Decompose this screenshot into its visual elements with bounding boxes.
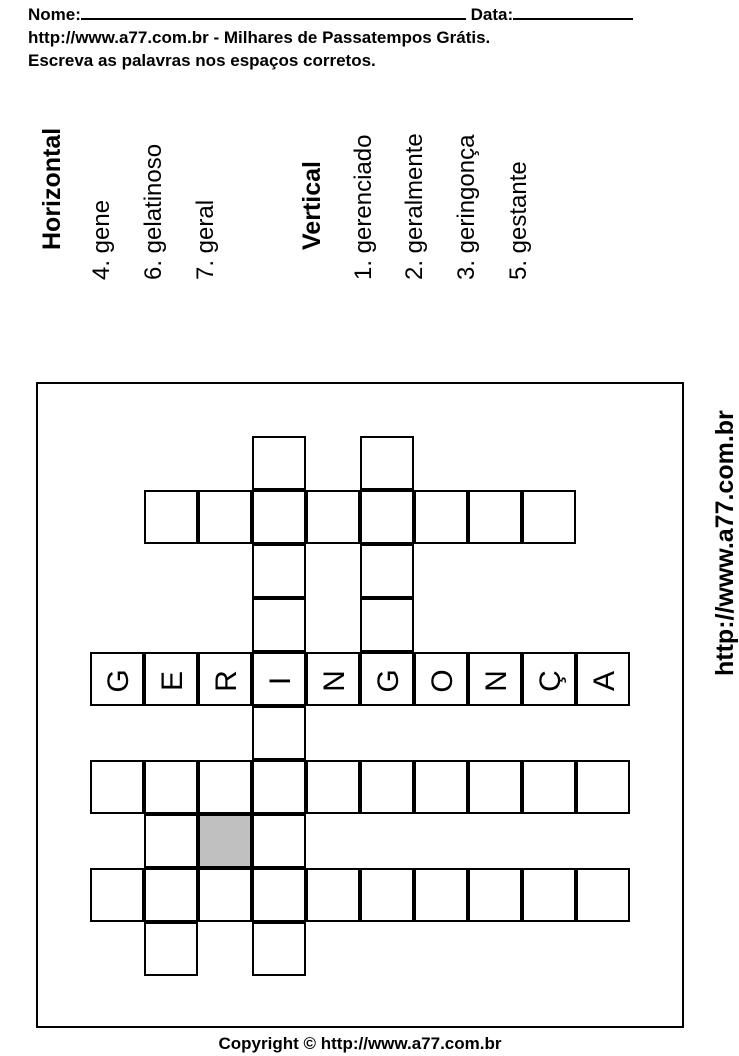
date-label: Data: (470, 5, 514, 24)
vertical-clue: 2. geralmente (401, 133, 428, 280)
crossword-cell[interactable] (306, 652, 360, 706)
crossword-cell[interactable] (522, 490, 576, 544)
crossword-cell[interactable] (144, 814, 198, 868)
crossword-cell[interactable] (360, 868, 414, 922)
crossword-cell[interactable] (360, 490, 414, 544)
crossword-cell[interactable] (252, 868, 306, 922)
vertical-clue: 1. gerenciado (350, 134, 377, 280)
cell-letter: G (102, 669, 135, 693)
horizontal-clue: 4. gene (88, 199, 115, 280)
crossword-cell[interactable] (360, 436, 414, 490)
crossword-cell[interactable] (144, 760, 198, 814)
crossword-cell[interactable] (144, 922, 198, 976)
crossword-cell[interactable] (576, 652, 630, 706)
crossword-cell[interactable] (360, 598, 414, 652)
crossword-cell[interactable] (90, 652, 144, 706)
horizontal-clue: 7. geral (192, 199, 219, 280)
crossword-cell[interactable] (522, 652, 576, 706)
crossword-cell[interactable] (252, 652, 306, 706)
crossword-cell[interactable] (144, 868, 198, 922)
crossword-cell[interactable] (198, 868, 252, 922)
crossword-cell[interactable] (306, 868, 360, 922)
crossword-cell[interactable] (468, 490, 522, 544)
vertical-title: Vertical (298, 161, 326, 250)
crossword-cell[interactable] (252, 922, 306, 976)
crossword-cell[interactable] (198, 760, 252, 814)
crossword-cell[interactable] (360, 652, 414, 706)
crossword-cell[interactable] (468, 868, 522, 922)
crossword-cell[interactable] (252, 544, 306, 598)
cell-letter: E (156, 670, 189, 692)
crossword-cell[interactable] (414, 868, 468, 922)
crossword-cell[interactable] (576, 760, 630, 814)
crossword-cell[interactable] (414, 652, 468, 706)
horizontal-title: Horizontal (38, 127, 66, 250)
crossword-cell[interactable] (252, 490, 306, 544)
crossword-cell[interactable] (252, 598, 306, 652)
copyright-footer: Copyright © http://www.a77.com.br (218, 1034, 502, 1053)
crossword-cell[interactable] (306, 490, 360, 544)
crossword-cell[interactable] (414, 490, 468, 544)
shaded-cell (198, 814, 252, 868)
vertical-clue: 3. geringonça (453, 134, 480, 280)
vertical-clue: 5. gestante (505, 161, 532, 280)
crossword-cell[interactable] (198, 652, 252, 706)
crossword-cell[interactable] (360, 544, 414, 598)
crossword-cell[interactable] (468, 652, 522, 706)
crossword-cell[interactable] (252, 706, 306, 760)
name-date-line (28, 4, 633, 25)
date-blank (513, 4, 633, 20)
crossword-cell[interactable] (414, 760, 468, 814)
crossword-cell[interactable] (306, 760, 360, 814)
cell-letter: O (426, 669, 459, 693)
cell-letter: N (480, 670, 513, 692)
source-line: http://www.a77.com.br - Milhares de Passatempos Grátis. (28, 28, 491, 47)
crossword-cell[interactable] (90, 760, 144, 814)
crossword-cell[interactable] (360, 760, 414, 814)
instruction-line: Escreva as palavras nos espaços corretos. (28, 51, 376, 70)
cell-letter: Ç (534, 670, 567, 692)
crossword-cell[interactable] (252, 814, 306, 868)
horizontal-clue: 6. gelatinoso (140, 143, 167, 280)
side-url: http://www.a77.com.br (711, 410, 739, 676)
crossword-cell[interactable] (522, 868, 576, 922)
crossword-cell[interactable] (576, 868, 630, 922)
crossword-cell[interactable] (198, 490, 252, 544)
crossword-cell[interactable] (252, 436, 306, 490)
cell-letter: I (264, 676, 297, 686)
crossword-cell[interactable] (252, 760, 306, 814)
crossword-cell[interactable] (90, 868, 144, 922)
crossword-cell[interactable] (144, 490, 198, 544)
crossword-cell[interactable] (468, 760, 522, 814)
crossword-cell[interactable] (522, 760, 576, 814)
cell-letter: A (588, 670, 621, 692)
cell-letter: N (318, 670, 351, 692)
name-label: Nome: (28, 5, 81, 24)
cell-letter: G (372, 669, 405, 693)
crossword-cell[interactable] (144, 652, 198, 706)
cell-letter: R (210, 670, 243, 692)
name-blank (81, 4, 466, 20)
